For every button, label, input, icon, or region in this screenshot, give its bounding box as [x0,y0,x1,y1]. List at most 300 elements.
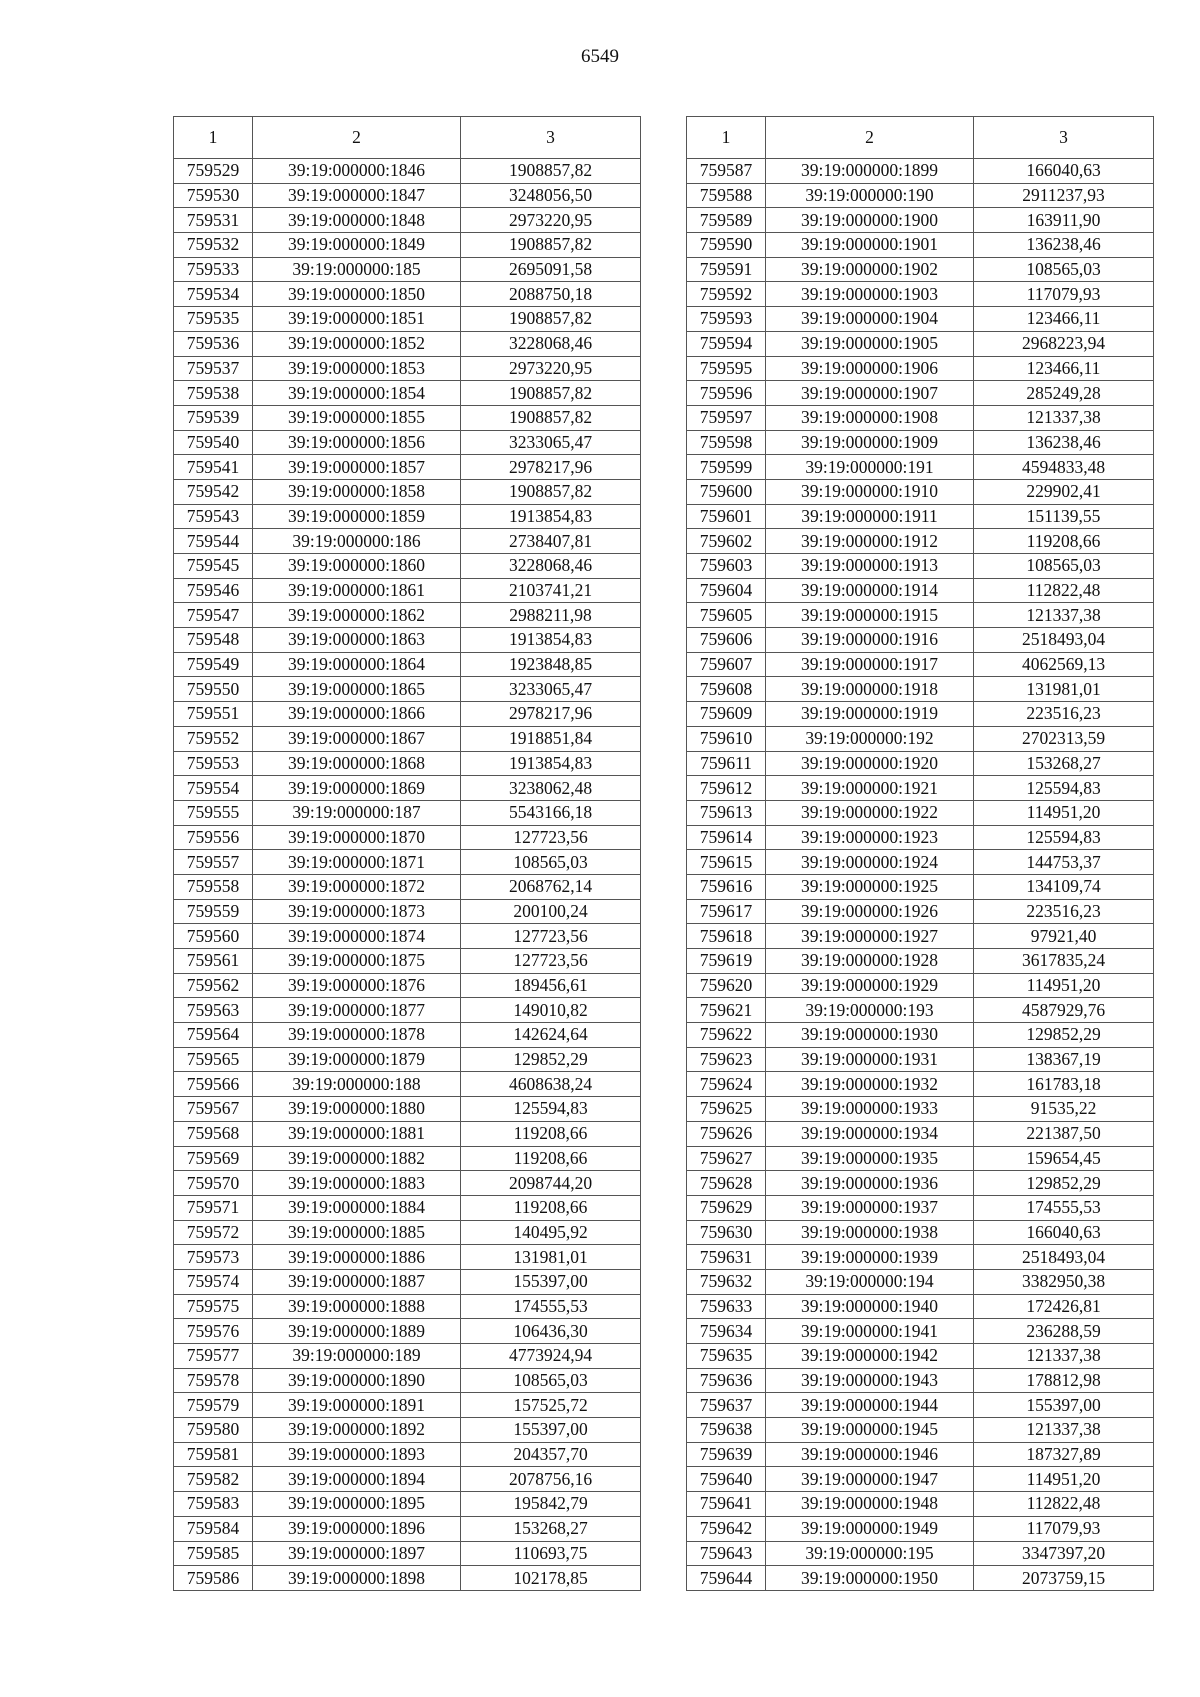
value-cell: 2973220,95 [461,208,641,233]
value-cell: 157525,72 [461,1393,641,1418]
row-number-cell: 759589 [687,208,766,233]
table-row [174,825,641,850]
value-cell: 127723,56 [461,825,641,850]
cadastral-number-cell: 39:19:000000:1848 [253,208,461,233]
value-cell: 108565,03 [461,1368,641,1393]
table-row [174,529,641,554]
value-cell: 114951,20 [974,973,1154,998]
row-number-cell: 759536 [174,331,253,356]
table-row [174,257,641,282]
value-cell: 136238,46 [974,233,1154,258]
table-row [687,1418,1154,1443]
table-row [174,1393,641,1418]
cadastral-number-cell: 39:19:000000:1909 [766,430,974,455]
cadastral-number-cell: 39:19:000000:1904 [766,307,974,332]
table-row [174,652,641,677]
row-number-cell: 759534 [174,282,253,307]
value-cell: 127723,56 [461,949,641,974]
cadastral-number-cell: 39:19:000000:1880 [253,1097,461,1122]
cadastral-number-cell: 39:19:000000:1923 [766,825,974,850]
row-number-cell: 759638 [687,1418,766,1443]
table-row [687,1467,1154,1492]
table-left [173,116,641,1591]
cadastral-number-cell: 39:19:000000:1938 [766,1220,974,1245]
cadastral-number-cell: 39:19:000000:1881 [253,1121,461,1146]
cadastral-number-cell: 39:19:000000:1936 [766,1171,974,1196]
row-number-cell: 759609 [687,702,766,727]
table-row [687,973,1154,998]
value-cell: 166040,63 [974,1220,1154,1245]
cadastral-number-cell: 39:19:000000:1901 [766,233,974,258]
row-number-cell: 759562 [174,973,253,998]
table-row [174,949,641,974]
table-row [174,800,641,825]
table-row [687,1492,1154,1517]
value-cell: 123466,11 [974,307,1154,332]
row-number-cell: 759558 [174,874,253,899]
value-cell: 2518493,04 [974,1245,1154,1270]
value-cell: 119208,66 [974,529,1154,554]
table-row [174,726,641,751]
value-cell: 187327,89 [974,1442,1154,1467]
value-cell: 121337,38 [974,1344,1154,1369]
cadastral-number-cell: 39:19:000000:194 [766,1269,974,1294]
cadastral-number-cell: 39:19:000000:1905 [766,331,974,356]
value-cell: 153268,27 [461,1516,641,1541]
cadastral-number-cell: 39:19:000000:1899 [766,159,974,184]
table-row [687,949,1154,974]
table-row [687,1319,1154,1344]
table-row [687,554,1154,579]
cadastral-number-cell: 39:19:000000:1947 [766,1467,974,1492]
row-number-cell: 759617 [687,899,766,924]
value-cell: 3233065,47 [461,430,641,455]
value-cell: 5543166,18 [461,800,641,825]
cadastral-number-cell: 39:19:000000:1873 [253,899,461,924]
table-row [174,381,641,406]
row-number-cell: 759574 [174,1269,253,1294]
cadastral-number-cell: 39:19:000000:1877 [253,998,461,1023]
value-cell: 3248056,50 [461,183,641,208]
table-row [174,356,641,381]
cadastral-number-cell: 39:19:000000:1883 [253,1171,461,1196]
value-cell: 1908857,82 [461,381,641,406]
row-number-cell: 759598 [687,430,766,455]
cadastral-number-cell: 39:19:000000:1943 [766,1368,974,1393]
cadastral-number-cell: 39:19:000000:1921 [766,776,974,801]
row-number-cell: 759607 [687,652,766,677]
cadastral-number-cell: 39:19:000000:1900 [766,208,974,233]
cadastral-number-cell: 39:19:000000:1852 [253,331,461,356]
table-row [174,677,641,702]
cadastral-number-cell: 39:19:000000:1874 [253,924,461,949]
value-cell: 2911237,93 [974,183,1154,208]
table-row [174,603,641,628]
row-number-cell: 759627 [687,1146,766,1171]
table-row [174,1344,641,1369]
value-cell: 2988211,98 [461,603,641,628]
table-row [174,924,641,949]
value-cell: 3382950,38 [974,1269,1154,1294]
value-cell: 4062569,13 [974,652,1154,677]
cadastral-number-cell: 39:19:000000:1926 [766,899,974,924]
row-number-cell: 759547 [174,603,253,628]
row-number-cell: 759641 [687,1492,766,1517]
cadastral-number-cell: 39:19:000000:1945 [766,1418,974,1443]
row-number-cell: 759552 [174,726,253,751]
table-row [174,479,641,504]
value-cell: 4608638,24 [461,1072,641,1097]
value-cell: 131981,01 [461,1245,641,1270]
value-cell: 136238,46 [974,430,1154,455]
table-row [687,998,1154,1023]
cadastral-number-cell: 39:19:000000:1915 [766,603,974,628]
table-row [174,1171,641,1196]
cadastral-number-cell: 39:19:000000:1930 [766,1023,974,1048]
row-number-cell: 759580 [174,1418,253,1443]
cadastral-number-cell: 39:19:000000:1870 [253,825,461,850]
row-number-cell: 759577 [174,1344,253,1369]
row-number-cell: 759537 [174,356,253,381]
row-number-cell: 759633 [687,1294,766,1319]
row-number-cell: 759563 [174,998,253,1023]
cadastral-number-cell: 39:19:000000:1865 [253,677,461,702]
value-cell: 163911,90 [974,208,1154,233]
table-row [687,924,1154,949]
value-cell: 97921,40 [974,924,1154,949]
row-number-cell: 759605 [687,603,766,628]
table-row [687,751,1154,776]
row-number-cell: 759559 [174,899,253,924]
table-row [687,1097,1154,1122]
value-cell: 114951,20 [974,1467,1154,1492]
cadastral-number-cell: 39:19:000000:1862 [253,603,461,628]
value-cell: 3228068,46 [461,554,641,579]
cadastral-number-cell: 39:19:000000:1853 [253,356,461,381]
row-number-cell: 759595 [687,356,766,381]
table-row [687,1146,1154,1171]
cadastral-number-cell: 39:19:000000:1875 [253,949,461,974]
cadastral-number-cell: 39:19:000000:1863 [253,628,461,653]
value-cell: 102178,85 [461,1566,641,1591]
row-number-cell: 759612 [687,776,766,801]
row-number-cell: 759610 [687,726,766,751]
value-cell: 161783,18 [974,1072,1154,1097]
row-number-cell: 759623 [687,1047,766,1072]
table-row [687,1047,1154,1072]
table-row [174,183,641,208]
row-number-cell: 759618 [687,924,766,949]
value-cell: 127723,56 [461,924,641,949]
value-cell: 129852,29 [974,1171,1154,1196]
table-row [174,578,641,603]
value-cell: 1908857,82 [461,405,641,430]
row-number-cell: 759542 [174,479,253,504]
row-number-cell: 759582 [174,1467,253,1492]
cadastral-number-cell: 39:19:000000:1860 [253,554,461,579]
cadastral-number-cell: 39:19:000000:188 [253,1072,461,1097]
row-number-cell: 759581 [174,1442,253,1467]
row-number-cell: 759572 [174,1220,253,1245]
row-number-cell: 759625 [687,1097,766,1122]
table-row [174,331,641,356]
value-cell: 1908857,82 [461,479,641,504]
row-number-cell: 759644 [687,1566,766,1591]
cadastral-number-cell: 39:19:000000:1937 [766,1195,974,1220]
value-cell: 178812,98 [974,1368,1154,1393]
table-row [687,603,1154,628]
cadastral-number-cell: 39:19:000000:1846 [253,159,461,184]
row-number-cell: 759578 [174,1368,253,1393]
value-cell: 285249,28 [974,381,1154,406]
row-number-cell: 759569 [174,1146,253,1171]
table-row [174,282,641,307]
cadastral-number-cell: 39:19:000000:1893 [253,1442,461,1467]
row-number-cell: 759541 [174,455,253,480]
page-number: 6549 [581,46,619,67]
value-cell: 117079,93 [974,1516,1154,1541]
table-right [686,116,1154,1591]
value-cell: 195842,79 [461,1492,641,1517]
table-row [687,825,1154,850]
cadastral-number-cell: 39:19:000000:1939 [766,1245,974,1270]
row-number-cell: 759529 [174,159,253,184]
value-cell: 155397,00 [461,1269,641,1294]
cadastral-number-cell: 39:19:000000:1897 [253,1541,461,1566]
cadastral-number-cell: 39:19:000000:1914 [766,578,974,603]
cadastral-number-cell: 39:19:000000:1922 [766,800,974,825]
row-number-cell: 759601 [687,504,766,529]
row-number-cell: 759608 [687,677,766,702]
table-row [174,1047,641,1072]
table-header-row [174,117,641,159]
table-row [174,208,641,233]
cadastral-number-cell: 39:19:000000:1933 [766,1097,974,1122]
row-number-cell: 759538 [174,381,253,406]
value-cell: 108565,03 [974,257,1154,282]
row-number-cell: 759615 [687,850,766,875]
column-header: 3 [461,117,641,159]
table-row [687,504,1154,529]
table-row [174,874,641,899]
cadastral-number-cell: 39:19:000000:1929 [766,973,974,998]
table-row [687,159,1154,184]
row-number-cell: 759606 [687,628,766,653]
value-cell: 2078756,16 [461,1467,641,1492]
row-number-cell: 759532 [174,233,253,258]
cadastral-number-cell: 39:19:000000:1942 [766,1344,974,1369]
table-row [174,899,641,924]
row-number-cell: 759613 [687,800,766,825]
value-cell: 114951,20 [974,800,1154,825]
column-header: 3 [974,117,1154,159]
table-row [174,1097,641,1122]
cadastral-number-cell: 39:19:000000:1908 [766,405,974,430]
value-cell: 229902,41 [974,479,1154,504]
row-number-cell: 759639 [687,1442,766,1467]
table-row [687,529,1154,554]
value-cell: 140495,92 [461,1220,641,1245]
table-row [174,430,641,455]
table-row [174,1220,641,1245]
value-cell: 131981,01 [974,677,1154,702]
table-row [687,677,1154,702]
row-number-cell: 759585 [174,1541,253,1566]
cadastral-number-cell: 39:19:000000:1879 [253,1047,461,1072]
cadastral-number-cell: 39:19:000000:1896 [253,1516,461,1541]
value-cell: 2738407,81 [461,529,641,554]
row-number-cell: 759535 [174,307,253,332]
cadastral-number-cell: 39:19:000000:1898 [253,1566,461,1591]
row-number-cell: 759539 [174,405,253,430]
row-number-cell: 759619 [687,949,766,974]
cadastral-number-cell: 39:19:000000:1935 [766,1146,974,1171]
row-number-cell: 759557 [174,850,253,875]
table-row [174,751,641,776]
cadastral-number-cell: 39:19:000000:1912 [766,529,974,554]
value-cell: 4587929,76 [974,998,1154,1023]
value-cell: 2088750,18 [461,282,641,307]
cadastral-number-cell: 39:19:000000:193 [766,998,974,1023]
value-cell: 223516,23 [974,702,1154,727]
table-row [687,405,1154,430]
row-number-cell: 759630 [687,1220,766,1245]
value-cell: 3238062,48 [461,776,641,801]
cadastral-number-cell: 39:19:000000:1946 [766,1442,974,1467]
cadastral-number-cell: 39:19:000000:190 [766,183,974,208]
row-number-cell: 759561 [174,949,253,974]
table-row [687,1516,1154,1541]
table-row [174,1368,641,1393]
row-number-cell: 759564 [174,1023,253,1048]
cadastral-number-cell: 39:19:000000:1890 [253,1368,461,1393]
cadastral-number-cell: 39:19:000000:1911 [766,504,974,529]
table-row [174,159,641,184]
table-header-row [687,117,1154,159]
table-row [174,1072,641,1097]
row-number-cell: 759587 [687,159,766,184]
table-row [174,1195,641,1220]
value-cell: 2968223,94 [974,331,1154,356]
row-number-cell: 759565 [174,1047,253,1072]
value-cell: 155397,00 [461,1418,641,1443]
row-number-cell: 759575 [174,1294,253,1319]
table-row [687,479,1154,504]
cadastral-number-cell: 39:19:000000:191 [766,455,974,480]
table-row [174,1245,641,1270]
row-number-cell: 759567 [174,1097,253,1122]
cadastral-number-cell: 39:19:000000:1894 [253,1467,461,1492]
row-number-cell: 759592 [687,282,766,307]
value-cell: 223516,23 [974,899,1154,924]
cadastral-number-cell: 39:19:000000:1913 [766,554,974,579]
table-row [174,1146,641,1171]
table-row [687,1566,1154,1591]
value-cell: 159654,45 [974,1146,1154,1171]
table-row [687,282,1154,307]
value-cell: 106436,30 [461,1319,641,1344]
cadastral-number-cell: 39:19:000000:1918 [766,677,974,702]
table-row [174,702,641,727]
cadastral-number-cell: 39:19:000000:1892 [253,1418,461,1443]
value-cell: 125594,83 [974,825,1154,850]
value-cell: 2973220,95 [461,356,641,381]
table-row [687,1294,1154,1319]
column-header: 1 [687,117,766,159]
value-cell: 2073759,15 [974,1566,1154,1591]
table-row [687,1171,1154,1196]
table-row [174,1023,641,1048]
value-cell: 155397,00 [974,1393,1154,1418]
value-cell: 2068762,14 [461,874,641,899]
value-cell: 3233065,47 [461,677,641,702]
row-number-cell: 759632 [687,1269,766,1294]
cadastral-number-cell: 39:19:000000:1858 [253,479,461,504]
table-row [687,257,1154,282]
value-cell: 1913854,83 [461,751,641,776]
cadastral-number-cell: 39:19:000000:1891 [253,1393,461,1418]
value-cell: 2702313,59 [974,726,1154,751]
value-cell: 4594833,48 [974,455,1154,480]
cadastral-number-cell: 39:19:000000:1886 [253,1245,461,1270]
cadastral-number-cell: 39:19:000000:1948 [766,1492,974,1517]
cadastral-number-cell: 39:19:000000:1857 [253,455,461,480]
cadastral-number-cell: 39:19:000000:1919 [766,702,974,727]
table-row [687,455,1154,480]
cadastral-number-cell: 39:19:000000:1856 [253,430,461,455]
value-cell: 112822,48 [974,1492,1154,1517]
value-cell: 2695091,58 [461,257,641,282]
table-row [174,998,641,1023]
row-number-cell: 759620 [687,973,766,998]
value-cell: 144753,37 [974,850,1154,875]
value-cell: 1913854,83 [461,504,641,529]
row-number-cell: 759602 [687,529,766,554]
cadastral-number-cell: 39:19:000000:1902 [766,257,974,282]
row-number-cell: 759566 [174,1072,253,1097]
row-number-cell: 759571 [174,1195,253,1220]
value-cell: 153268,27 [974,751,1154,776]
value-cell: 200100,24 [461,899,641,924]
row-number-cell: 759584 [174,1516,253,1541]
table-row [687,1269,1154,1294]
cadastral-number-cell: 39:19:000000:1944 [766,1393,974,1418]
cadastral-number-cell: 39:19:000000:1906 [766,356,974,381]
table-row [174,1121,641,1146]
table-row [687,1220,1154,1245]
table-row [174,1294,641,1319]
value-cell: 134109,74 [974,874,1154,899]
cadastral-number-cell: 39:19:000000:1887 [253,1269,461,1294]
value-cell: 142624,64 [461,1023,641,1048]
table-row [174,1467,641,1492]
row-number-cell: 759576 [174,1319,253,1344]
value-cell: 117079,93 [974,282,1154,307]
table-row [174,1492,641,1517]
cadastral-number-cell: 39:19:000000:1861 [253,578,461,603]
value-cell: 138367,19 [974,1047,1154,1072]
table-row [174,1319,641,1344]
value-cell: 236288,59 [974,1319,1154,1344]
value-cell: 189456,61 [461,973,641,998]
row-number-cell: 759555 [174,800,253,825]
row-number-cell: 759548 [174,628,253,653]
row-number-cell: 759593 [687,307,766,332]
value-cell: 149010,82 [461,998,641,1023]
value-cell: 1908857,82 [461,307,641,332]
table-row [174,1442,641,1467]
table-row [687,652,1154,677]
